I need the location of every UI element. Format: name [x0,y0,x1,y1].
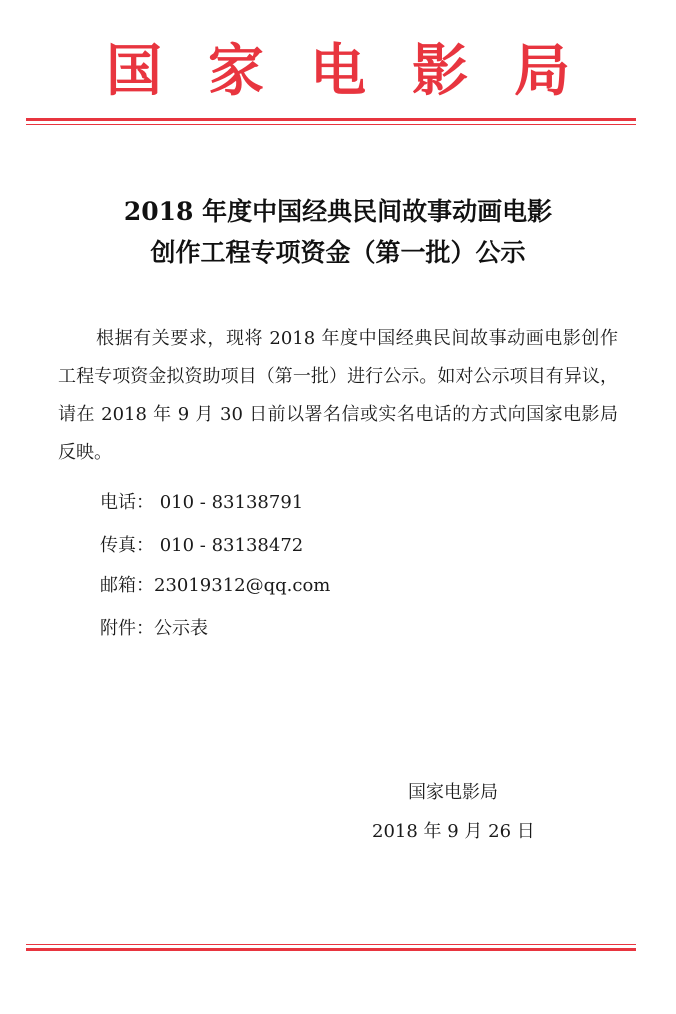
document-body-paragraph: 根据有关要求，现将 2018 年度中国经典民间故事动画电影创作工程专项资金拟资助项目（第一批）进行公示。如对公示项目有异议，请在 2018 年 9 月 30 日前以署名信或实名电话的方式向国家电影局反映。 [58,328,618,463]
footer-rule-thick [26,948,636,951]
attachment-note: 附件：公示表 [100,618,208,639]
header-rule-thin [26,124,636,125]
document-title-line-2: 创作工程专项资金（第一批）公示 [150,238,526,267]
footer-rule-thin [26,944,636,945]
signature-organization: 国家电影局 [408,782,498,803]
letterhead-title [0,36,676,106]
document-title-line-1: 2018 年度中国经典民间故事动画电影 [123,197,553,226]
letterhead-title-text: 国家电影局 [106,38,616,104]
header-rule-thick [26,118,636,121]
signature-date: 2018 年 9 月 26 日 [372,821,535,842]
contact-phone: 电话： 010 - 83138791 [100,492,304,513]
contact-fax: 传真： 010 - 83138472 [100,535,304,556]
contact-email: 邮箱：23019312@qq.com [100,575,331,596]
